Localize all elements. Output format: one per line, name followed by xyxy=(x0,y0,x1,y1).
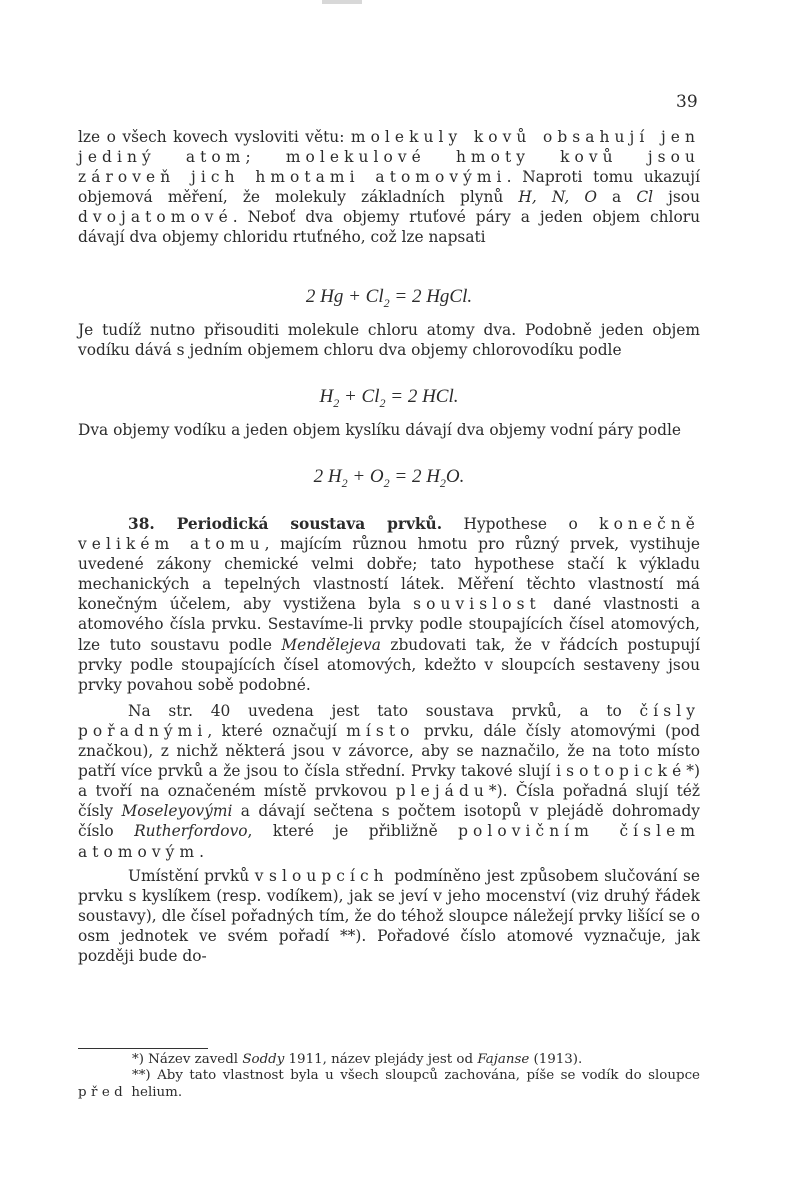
footnote-2: **) Aby tato vlastnost byla u všech sloupců zachována, píše se vodík do sloupce před helium. xyxy=(78,1068,700,1100)
paragraph-2: Je tudíž nutno přisouditi molekule chloru atomy dva. Podobně jeden objem vodíku dává s jedním objemem chloru dva objemy chlorovodíku podle xyxy=(78,321,700,360)
paragraph-1: lze o všech kovech vysloviti větu: molekuly kovů obsahují jen jediný atom; molekulové hmoty kovů jsou zároveň jich hmotami atomovými. Naproti tomu ukazují objemová měření, že molekuly základních plynů H, N, O a Cl jsou dvojatomové. Neboť dva objemy rtuťové páry a jeden objem chloru dávají dva objemy chloridu rtuťného, což lze napsati xyxy=(78,128,700,247)
footnote-1: *) Název zavedl Soddy 1911, název plejády jest od Fajanse (1913). xyxy=(132,1052,583,1067)
footnote-rule xyxy=(78,1048,208,1049)
scan-mark xyxy=(322,0,362,4)
page-number: 39 xyxy=(676,92,698,112)
section-38: 38. Periodická soustava prvků. Hypothese o konečně velikém atomu, majícím různou hmotu pro různý prvek, vystihuje uvedené zákony chemické velmi dobře; tato hypothese stačí k výkladu mechanických a tepelných vlastností látek. Měření těchto vlastností má konečným účelem, aby vystižena byla souvislost dané vlastnosti a atomového čísla prvku. Sestavíme-li prvky podle stoupajících čísel atomových, lze tuto soustavu podle Mendělejeva zbudovati tak, že v řádcích postupují prvky podle stoupajících čísel atomových, kdežto v sloupcích sestaveny jsou prvky povahou sobě podobné. Na str. 40 uvedena jest tato soustava prvků, a to čísly pořadnými, které označují místo prvku, dále čísly atomovými (pod značkou), z nichž některá jsou v závorce, aby se naznačilo, že na toto místo patří více prvků a že jsou to čísla střední. Prvky takové slují isotopické*) a tvoří na označeném místě prvkovou plejádu*). Čísla pořadná slují též čísly Moseleyovými a dávají sečtena s počtem isotopů v plejádě dohromady číslo Rutherfordovo, které je přibližně polovičním číslem atomovým. Umístění prvků v sloupcích podmíněno jest způsobem slučování se prvku s kyslíkem (resp. vodíkem), jak se jeví v jeho mocenství (viz druhý řádek soustavy), dle čísel pořadných tím, že do téhož sloupce náležejí prvky lišící se o osm jednotek ve svém pořadí **). Pořadové číslo atomové vyznačuje, jak později bude do- xyxy=(78,515,701,965)
formula-water: 2 $H_2 + O_2 = 2$ $H_2O$. xyxy=(313,466,465,490)
formula-hydrogen-chloride: $H_2 + Cl_2 = 2$ HCl. xyxy=(319,386,459,410)
formula-mercury-chloride: 2 $Hg + Cl_2 = 2$ HgCl. xyxy=(305,286,473,310)
paragraph-3: Dva objemy vodíku a jeden objem kyslíku dávají dva objemy vodní páry podle xyxy=(78,421,682,439)
paragraph-4: Na str. 40 uvedena jest tato soustava prvků, a to čísly pořadnými, které označují místo prvku, dále čísly atomovými (pod značkou), z nichž některá jsou v závorce, aby se naznačilo, že na toto místo patří více prvků a že jsou to čísla střední. Prvky takové slují isotopické*) a tvoří na označeném místě prvkovou plejádu*). Čísla pořadná slují též čísly Moseleyovými a dávají sečtena s počtem isotopů v plejádě dohromady číslo Rutherfordovo, které je přibližně polovičním číslem atomovým. xyxy=(78,701,701,861)
section-title: 38. Periodická soustava prvků. xyxy=(128,515,443,533)
footnotes xyxy=(78,1052,700,1101)
paragraph-5: Umístění prvků v sloupcích podmíněno jest způsobem slučování se prvku s kyslíkem (resp. vodíkem), jak se jeví v jeho mocenství (viz druhý řádek soustavy), dle čísel pořadných tím, že do téhož sloupce náležejí prvky lišící se o osm jednotek ve svém pořadí **). Pořadové číslo atomové vyznačuje, jak později bude do- xyxy=(78,866,701,965)
